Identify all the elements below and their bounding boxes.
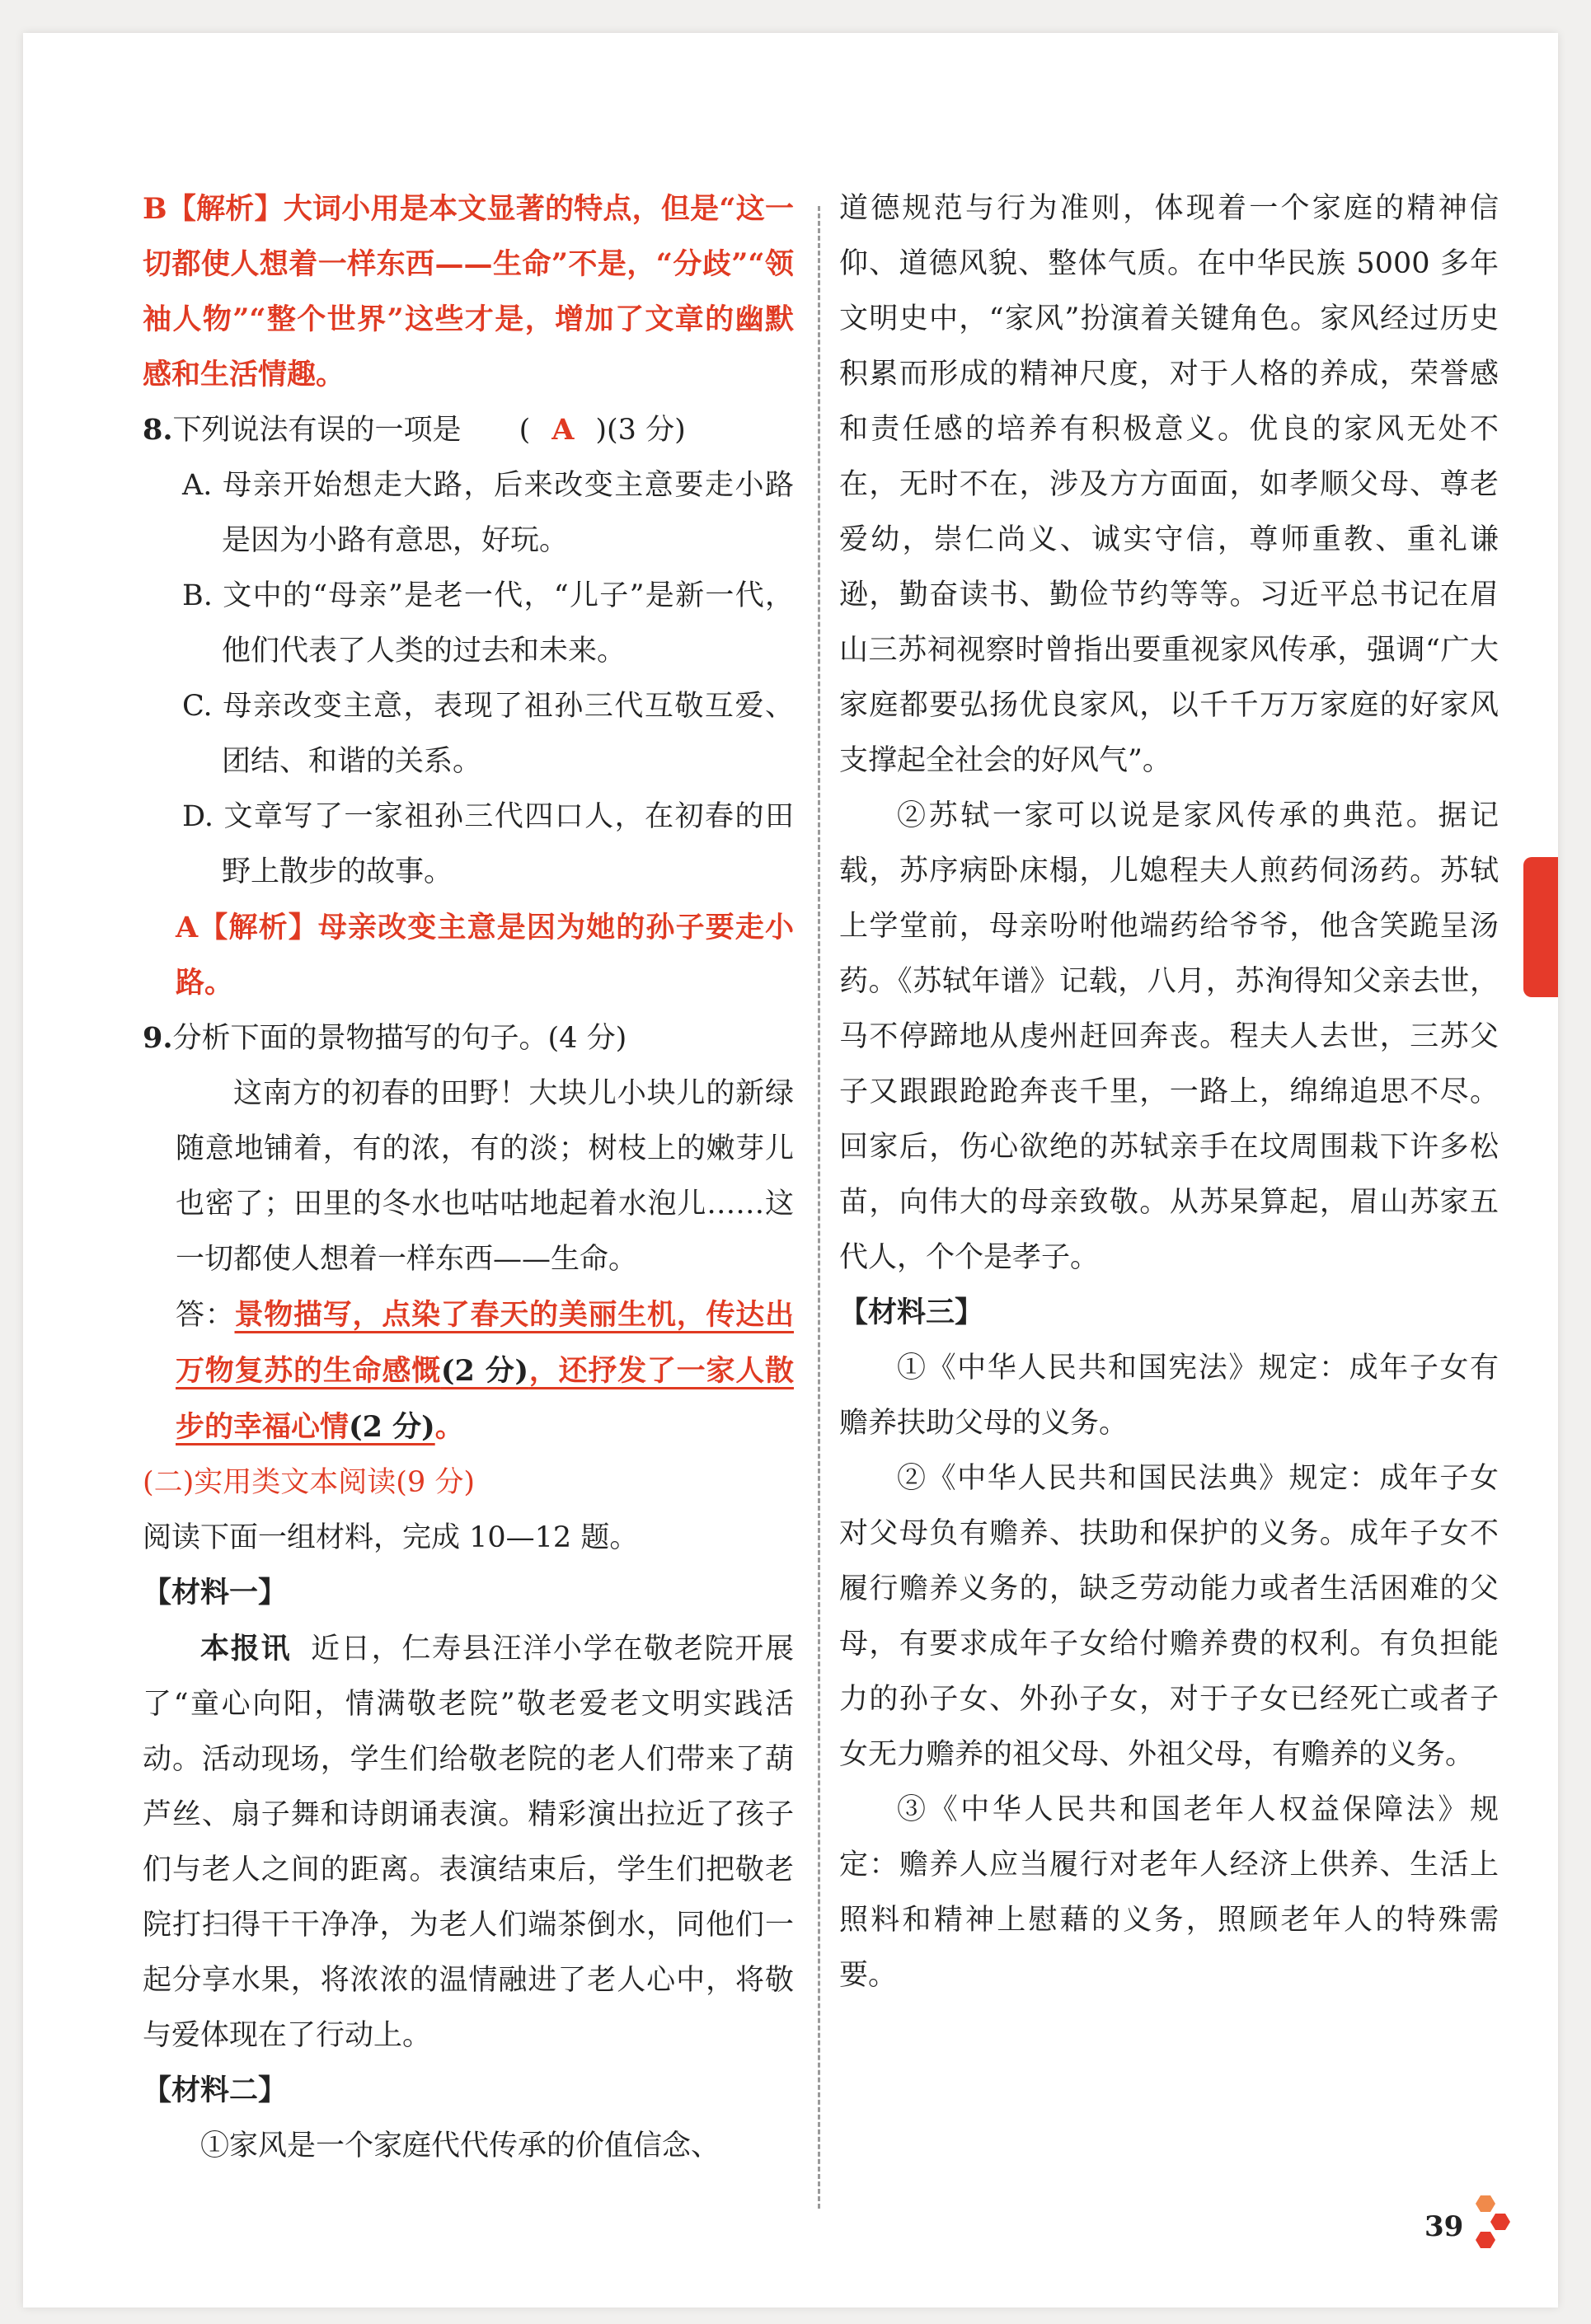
- material-3-item-2: ②《中华人民共和国民法典》规定：成年子女对父母负有赡养、扶助和保护的义务。成年子女不履行赡养义务的，缺乏劳动能力或者生活困难的父母，有要求成年子女给付赡养费的权利。有负担能力的孙子女、外孙子女，对于子女已经死亡或者子女无力赡养的祖父母、外祖父母，有赡养的义务。: [839, 1462, 1499, 1771]
- q8-option-a: A. 母亲开始想走大路，后来改变主意要走小路是因为小路有意思，好玩。: [182, 469, 794, 557]
- q8-stem: 下列说法有误的一项是: [172, 414, 462, 447]
- material-2-para1-cont: 道德规范与行为准则，体现着一个家庭的精神信仰、道德风貌、整体气质。在中华民族 5000 多年文明史中，“家风”扮演着关键角色。家风经过历史积累而形成的精神尺度，对于人格的养成，荣誉感和责任感的培养有积极意义。优良的家风无处不在，无时不在，涉及方方面面，如孝顺父母、尊老爱幼，崇仁尚义、诚实守信，尊师重教、重礼谦逊，勤奋读书、勤俭节约等等。习近平总书记在眉山三苏祠视察时曾指出要重视家风传承，强调“广大家庭都要弘扬优良家风，以千千万万家庭的好家风支撑起全社会的好风气”。: [839, 192, 1499, 777]
- material-1-body: 近日，仁寿县汪洋小学在敬老院开展了“童心向阳，情满敬老院”敬老爱老文明实践活动。活动现场，学生们给敬老院的老人们带来了葫芦丝、扇子舞和诗朗诵表演。精彩演出拉近了孩子们与老人之间的距离。表演结束后，学生们把敬老院打扫得干干净净，为老人们端茶倒水，同他们一起分享水果，将浓浓的温情融进了老人心中，将敬与爱体现在了行动上。: [143, 1633, 794, 2052]
- q9-score1: (2 分): [440, 1354, 529, 1388]
- q8-answer: A: [551, 413, 575, 447]
- q9-passage: 这南方的初春的田野！大块儿小块儿的新绿随意地铺着，有的浓，有的淡；树枝上的嫩芽儿也密了；田里的冬水也咕咕地起着水泡儿……这一切都使人想着一样东西——生命。: [176, 1077, 794, 1276]
- q8-option-c: C. 母亲改变主意，表现了祖孙三代互敬互爱、团结、和谐的关系。: [182, 690, 794, 778]
- material-3-label: 【材料三】: [839, 1296, 984, 1329]
- q9-score2: (2 分): [349, 1410, 435, 1444]
- material-2-label: 【材料二】: [143, 2074, 288, 2107]
- material-1-lead: 本报讯: [200, 1632, 292, 1666]
- q8-analysis-text: 母亲改变主意是因为她的孙子要走小路。: [176, 911, 794, 1000]
- q9-stem: 分析下面的景物描写的句子。(4 分): [172, 1022, 627, 1055]
- page-number: 39: [1424, 2210, 1464, 2243]
- textbook-page: [23, 33, 1558, 2308]
- q8-number: 8.: [143, 413, 173, 447]
- q9-answer-end: 。: [434, 1410, 464, 1444]
- left-column: [143, 181, 794, 2174]
- q8-paren-open: (: [519, 414, 531, 447]
- q8-analysis: [143, 900, 794, 1010]
- q9-number: 9.: [143, 1021, 173, 1055]
- b-analysis-text: 大词小用是本文显著的特点，但是“这一切都使人想着一样东西——生命”不是，“分歧”“领袖人物”“整个世界”这些才是，增加了文章的幽默感和生活情趣。: [143, 192, 794, 391]
- hexagon-decoration-icon: [1464, 2192, 1514, 2258]
- chapter-side-tab: [1523, 857, 1558, 997]
- b-analysis-label: 【解析】: [167, 192, 284, 226]
- q9-answer-part1: 景物描写，点染了春天的美丽生机，传达出万物复苏的生命感慨: [176, 1298, 794, 1388]
- question-9: [143, 1010, 794, 1066]
- b-analysis-letter: B: [143, 192, 167, 226]
- q8-analysis-label: 【解析】: [198, 911, 318, 944]
- section-2-title: (二)实用类文本阅读(9 分): [143, 1466, 476, 1499]
- q8-score: (3 分): [607, 414, 686, 447]
- q8-paren-close: ): [595, 414, 608, 447]
- right-column: [839, 181, 1499, 2003]
- q8-analysis-letter: A: [176, 911, 199, 944]
- question-8: [143, 402, 794, 458]
- material-2-para1-start: ①家风是一个家庭代代传承的价值信念、: [200, 2130, 720, 2162]
- q8-option-b: B. 文中的“母亲”是老一代，“儿子”是新一代，他们代表了人类的过去和未来。: [182, 579, 794, 668]
- material-3-item-3: ③《中华人民共和国老年人权益保障法》规定：赡养人应当履行对老年人经济上供养、生活上照料和精神上慰藉的义务，照顾老年人的特殊需要。: [839, 1793, 1499, 1992]
- q9-answer-part2: ，还抒发了一家人散步的幸福心情: [176, 1354, 794, 1444]
- section-2-instruction: 阅读下面一组材料，完成 10—12 题。: [143, 1521, 639, 1554]
- material-1-label: 【材料一】: [143, 1577, 288, 1609]
- material-2-para2: ②苏轼一家可以说是家风传承的典范。据记载，苏序病卧床榻，儿媳程夫人煎药伺汤药。苏轼上学堂前，母亲吩咐他端药给爷爷，他含笑跪呈汤药。《苏轼年谱》记载，八月，苏洵得知父亲去世，马不停蹄地从虔州赶回奔丧。程夫人去世，三苏父子又跟跟跄跄奔丧千里，一路上，绵绵追思不尽。回家后，伤心欲绝的苏轼亲手在坟周围栽下许多松苗，向伟大的母亲致敬。从苏杲算起，眉山苏家五代人，个个是孝子。: [839, 799, 1499, 1274]
- material-3-item-1: ①《中华人民共和国宪法》规定：成年子女有赡养扶助父母的义务。: [839, 1352, 1499, 1440]
- q8-option-d: D. 文章写了一家祖孙三代四口人，在初春的田野上散步的故事。: [182, 800, 794, 888]
- b-analysis: [143, 181, 794, 402]
- q9-answer-label: 答：: [176, 1299, 235, 1332]
- q9-answer: [143, 1287, 794, 1455]
- material-1-text: [143, 1621, 794, 2064]
- column-divider: [818, 206, 820, 2209]
